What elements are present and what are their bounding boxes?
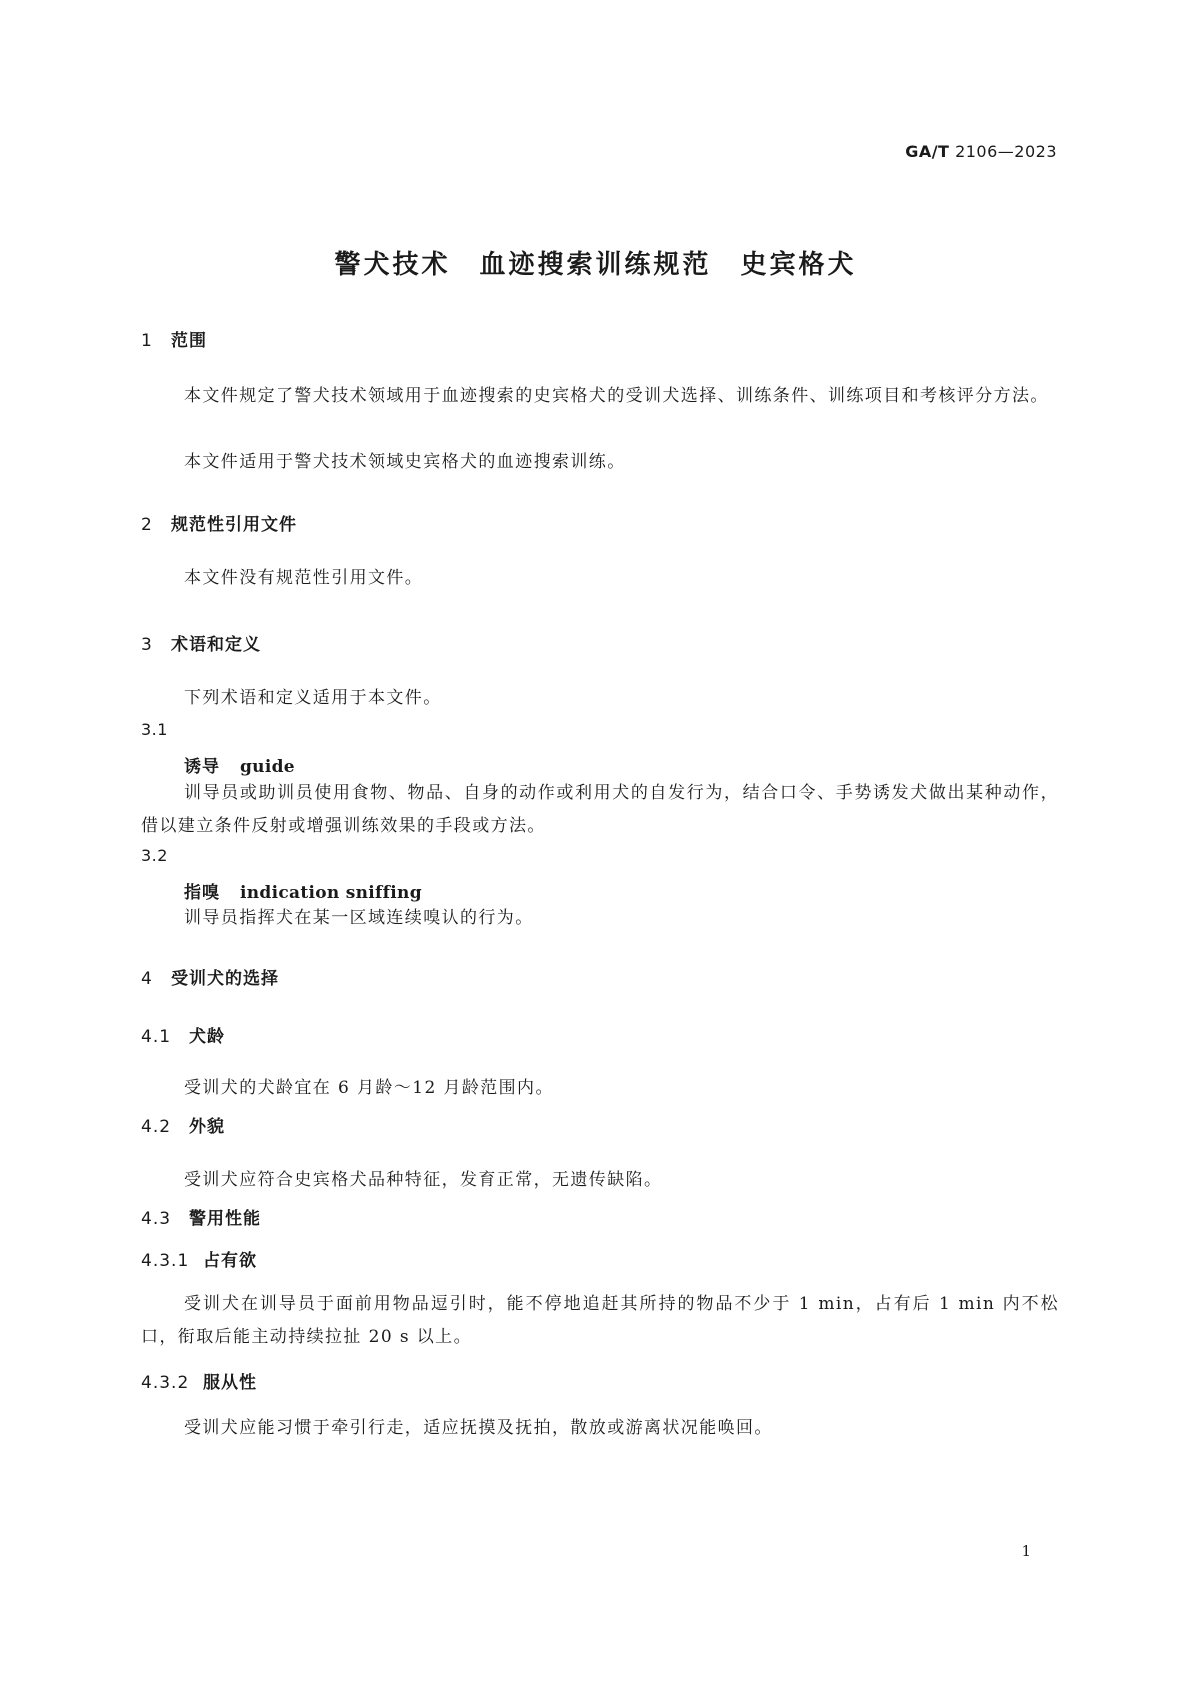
section-title: 术语和定义	[171, 635, 261, 655]
section-4-2-heading	[141, 1112, 225, 1137]
section-3-paragraph-1: 下列术语和定义适用于本文件。	[184, 688, 442, 708]
section-3-heading	[141, 630, 261, 655]
section-title: 服从性	[203, 1373, 257, 1393]
standard-prefix: GA/T	[905, 142, 950, 161]
section-title: 规范性引用文件	[171, 515, 297, 535]
section-4-1-heading	[141, 1022, 225, 1047]
term-zh: 指嗅	[184, 883, 220, 903]
section-title: 犬龄	[189, 1027, 225, 1047]
section-2-paragraph-1: 本文件没有规范性引用文件。	[184, 568, 424, 588]
section-number: 1	[141, 331, 153, 351]
term-3-1-number: 3.1	[141, 720, 168, 739]
section-4-3-heading	[141, 1204, 261, 1229]
section-4-2-paragraph: 受训犬应符合史宾格犬品种特征，发育正常，无遗传缺陷。	[184, 1170, 663, 1190]
term-en: indication sniffing	[240, 883, 422, 903]
section-4-3-2-paragraph: 受训犬应能习惯于牵引行走，适应抚摸及抚拍，散放或游离状况能唤回。	[184, 1418, 773, 1438]
section-4-3-2-heading	[141, 1368, 257, 1393]
section-1-paragraph-1: 本文件规定了警犬技术领域用于血迹搜索的史宾格犬的受训犬选择、训练条件、训练项目和考核评分方法。	[184, 386, 1049, 406]
standard-number	[905, 142, 1057, 161]
section-1-heading	[141, 326, 207, 351]
section-4-1-paragraph: 受训犬的犬龄宜在 6 月龄～12 月龄范围内。	[184, 1078, 554, 1098]
section-number: 2	[141, 515, 153, 535]
section-title: 外貌	[189, 1117, 225, 1137]
section-title: 范围	[171, 331, 207, 351]
section-4-3-1-paragraph: 受训犬在训导员于面前用物品逗引时，能不停地追赶其所持的物品不少于 1 min，占有后 1 min 内不松口，衔取后能主动持续拉扯 20 s 以上。	[141, 1294, 1059, 1347]
section-2-heading	[141, 510, 297, 535]
term-3-1-definition: 训导员或助训员使用食物、物品、自身的动作或利用犬的自发行为，结合口令、手势诱发犬做出某种动作，借以建立条件反射或增强训练效果的手段或方法。	[141, 783, 1059, 836]
section-number: 4.1	[141, 1027, 172, 1047]
section-1-paragraph-2: 本文件适用于警犬技术领域史宾格犬的血迹搜索训练。	[184, 452, 626, 472]
section-number: 4.2	[141, 1117, 172, 1137]
term-en: guide	[240, 757, 295, 777]
term-3-1	[184, 752, 295, 777]
section-number: 4.3	[141, 1209, 172, 1229]
section-title: 警用性能	[189, 1209, 261, 1229]
term-3-2-definition: 训导员指挥犬在某一区域连续嗅认的行为。	[184, 908, 534, 928]
section-number: 4.3.1	[141, 1251, 190, 1271]
section-number: 4	[141, 969, 153, 989]
section-number: 3	[141, 635, 153, 655]
standard-code: 2106—2023	[955, 142, 1057, 161]
term-zh: 诱导	[184, 757, 220, 777]
term-3-2	[184, 878, 422, 903]
page-number: 1	[1021, 1542, 1031, 1560]
section-4-heading	[141, 964, 279, 989]
document-title: 警犬技术 血迹搜索训练规范 史宾格犬	[334, 250, 857, 280]
section-title: 占有欲	[203, 1251, 257, 1271]
section-title: 受训犬的选择	[171, 969, 279, 989]
term-3-2-number: 3.2	[141, 846, 168, 865]
section-4-3-1-heading	[141, 1246, 257, 1271]
section-number: 4.3.2	[141, 1373, 190, 1393]
